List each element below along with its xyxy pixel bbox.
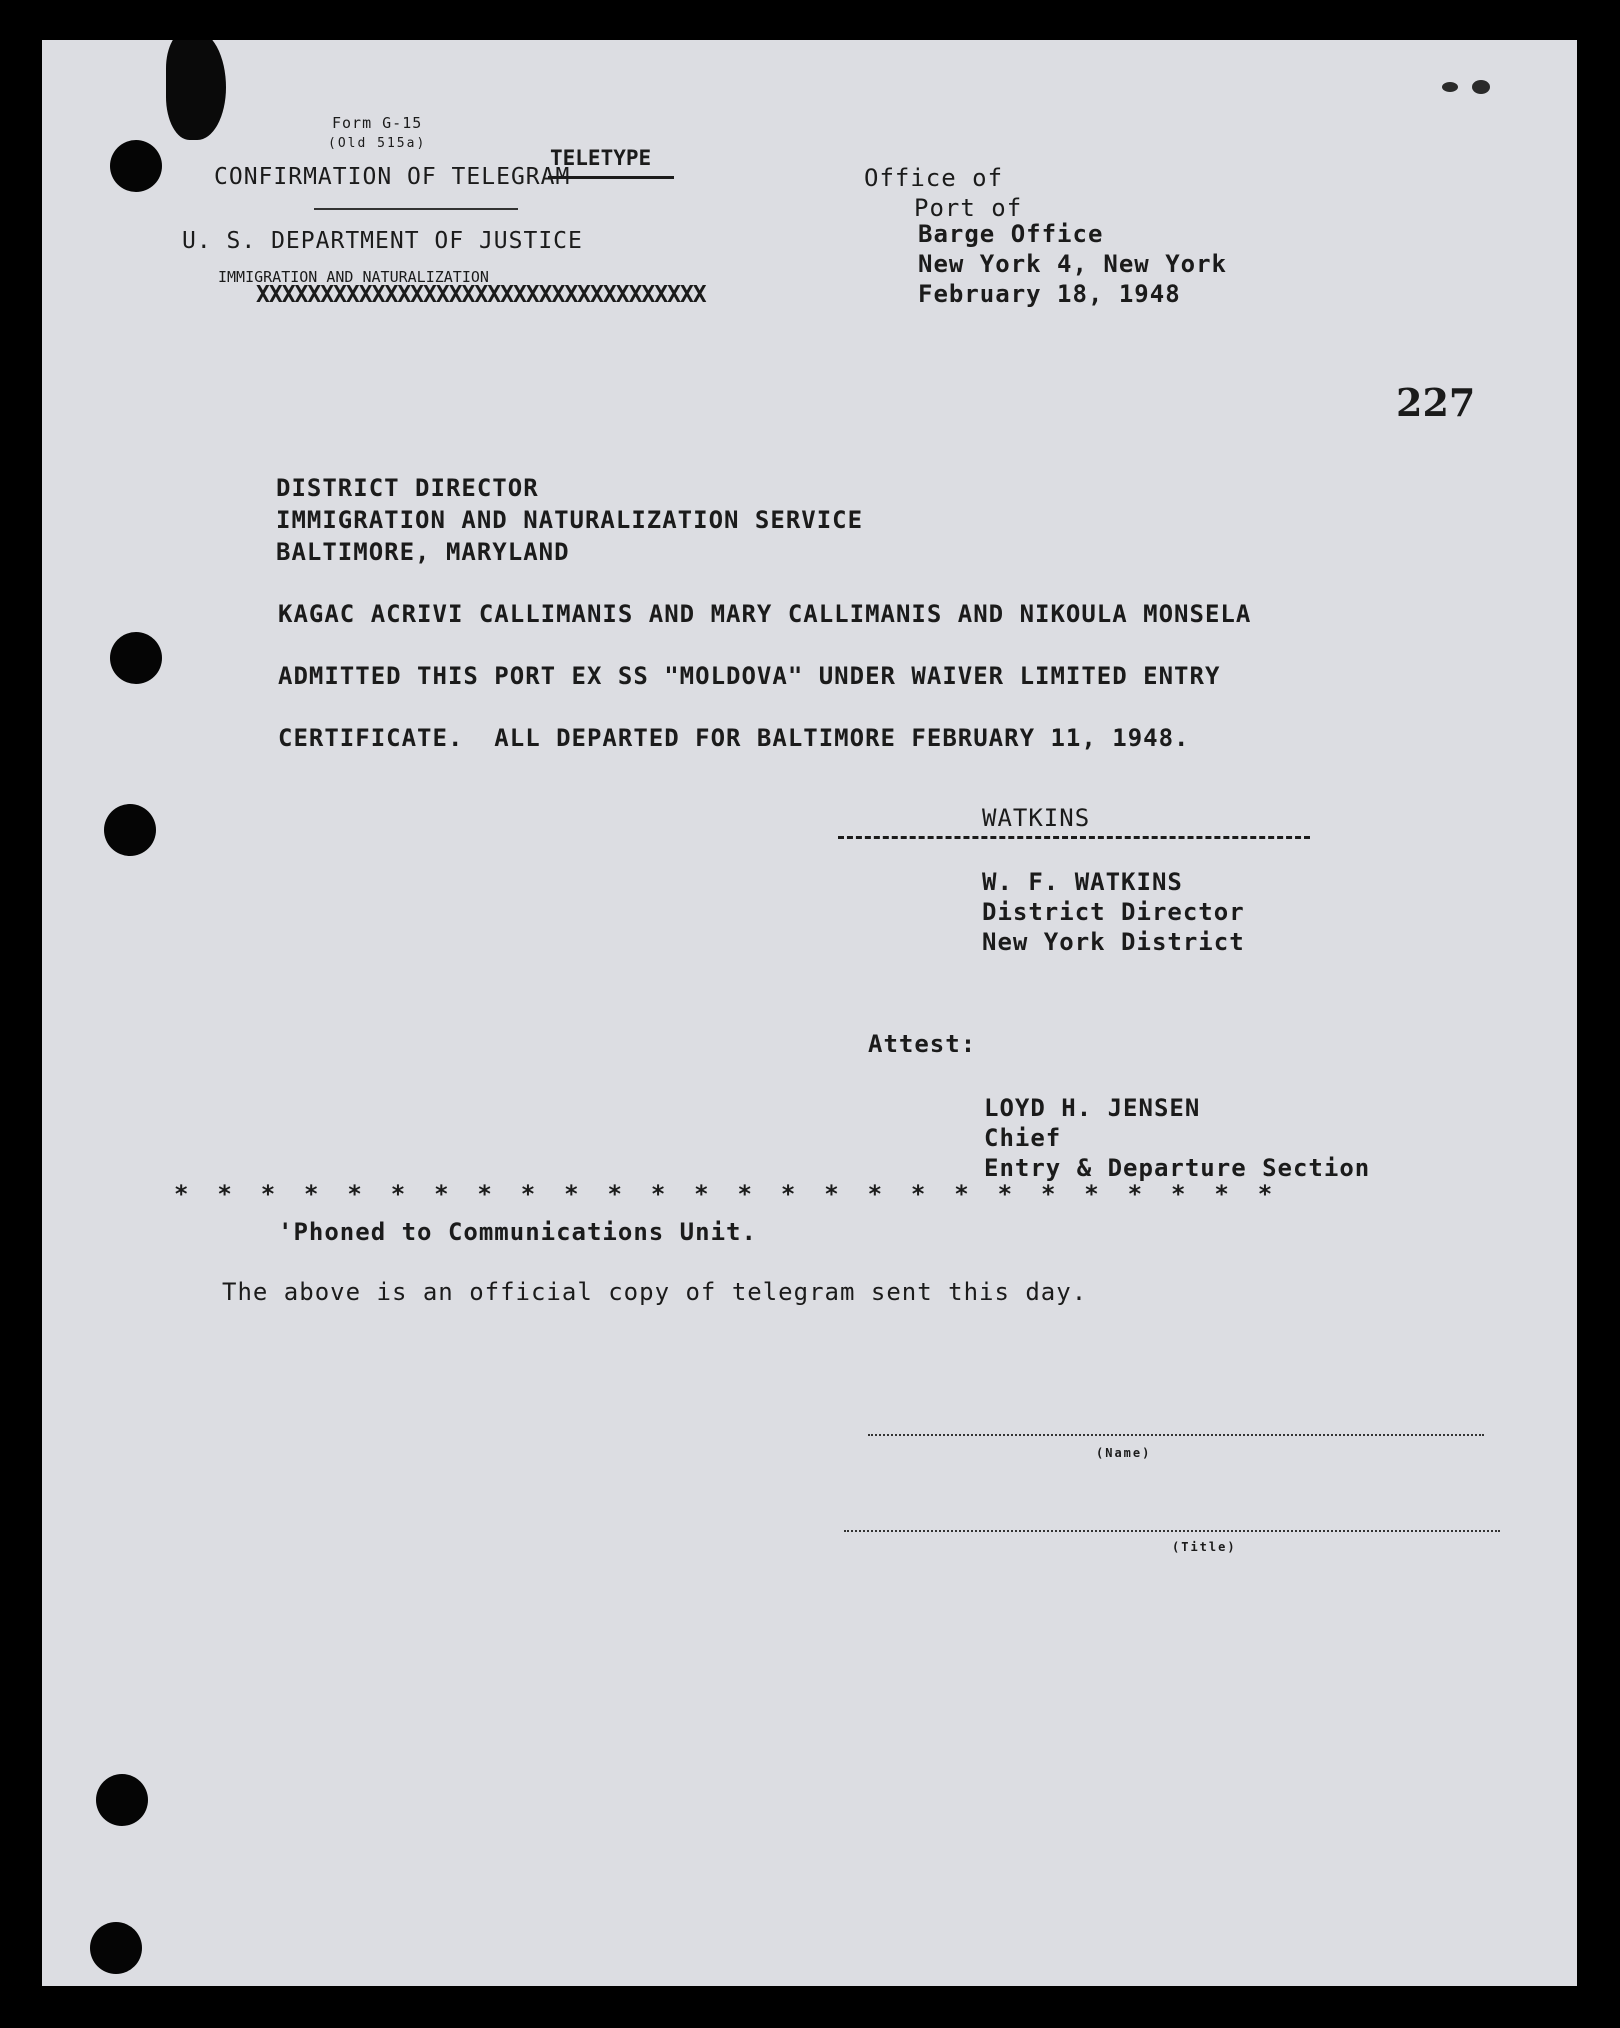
service-name: IMMIGRATION AND NATURALIZATION [218, 268, 489, 286]
signature-line [838, 836, 1310, 839]
body-line-2: ADMITTED THIS PORT EX SS "MOLDOVA" UNDER WAIVER LIMITED ENTRY [278, 662, 1221, 690]
office-label: Office of [864, 164, 1004, 192]
body-line-3: CERTIFICATE. ALL DEPARTED FOR BALTIMORE FEBRUARY 11, 1948. [278, 724, 1190, 752]
punch-hole [96, 1774, 148, 1826]
punch-hole [104, 804, 156, 856]
attest-name: LOYD H. JENSEN [984, 1094, 1201, 1122]
header-divider [314, 208, 518, 210]
torn-corner-mark [166, 40, 226, 140]
signer-title: District Director [982, 898, 1245, 926]
page-number: 227 [1396, 380, 1476, 425]
form-number: Form G-15 [332, 114, 423, 132]
attest-title: Chief [984, 1124, 1062, 1152]
title-caption: (Title) [1172, 1540, 1237, 1554]
addressee-line-3: BALTIMORE, MARYLAND [276, 538, 570, 566]
port-label: Port of [914, 194, 1023, 222]
punch-hole [90, 1922, 142, 1974]
attest-section: Entry & Departure Section [984, 1154, 1371, 1182]
asterisk-separator: * * * * * * * * * * * * * * * * * * * * * * * * * * [174, 1180, 1273, 1208]
office-line-1: Barge Office [918, 220, 1104, 248]
signature-name: WATKINS [982, 804, 1091, 832]
form-old-number: (Old 515a) [328, 136, 427, 151]
title-strikethrough [548, 176, 674, 179]
department-name: U. S. DEPARTMENT OF JUSTICE [182, 228, 583, 254]
service-strikeout: XXXXXXXXXXXXXXXXXXXXXXXXXXXXXXXXXXX [256, 282, 706, 308]
signer-district: New York District [982, 928, 1245, 956]
corner-mark [1442, 82, 1458, 92]
form-title-correction: TELETYPE [550, 146, 652, 170]
punch-hole [110, 632, 162, 684]
signer-name: W. F. WATKINS [982, 868, 1183, 896]
body-line-1: KAGAC ACRIVI CALLIMANIS AND MARY CALLIMANIS AND NIKOULA MONSELA [278, 600, 1252, 628]
official-copy-statement: The above is an official copy of telegram sent this day. [222, 1278, 1088, 1306]
attest-label: Attest: [868, 1030, 977, 1058]
punch-hole [110, 140, 162, 192]
phoned-note: 'Phoned to Communications Unit. [278, 1218, 757, 1246]
name-caption: (Name) [1096, 1446, 1152, 1460]
addressee-line-2: IMMIGRATION AND NATURALIZATION SERVICE [276, 506, 864, 534]
document-page [42, 40, 1577, 1986]
corner-mark [1472, 80, 1490, 94]
title-line [844, 1530, 1500, 1532]
addressee-line-1: DISTRICT DIRECTOR [276, 474, 539, 502]
form-title: CONFIRMATION OF TELEGRAM [214, 164, 571, 190]
office-line-2: New York 4, New York [918, 250, 1227, 278]
office-date: February 18, 1948 [918, 280, 1181, 308]
name-line [868, 1434, 1484, 1436]
